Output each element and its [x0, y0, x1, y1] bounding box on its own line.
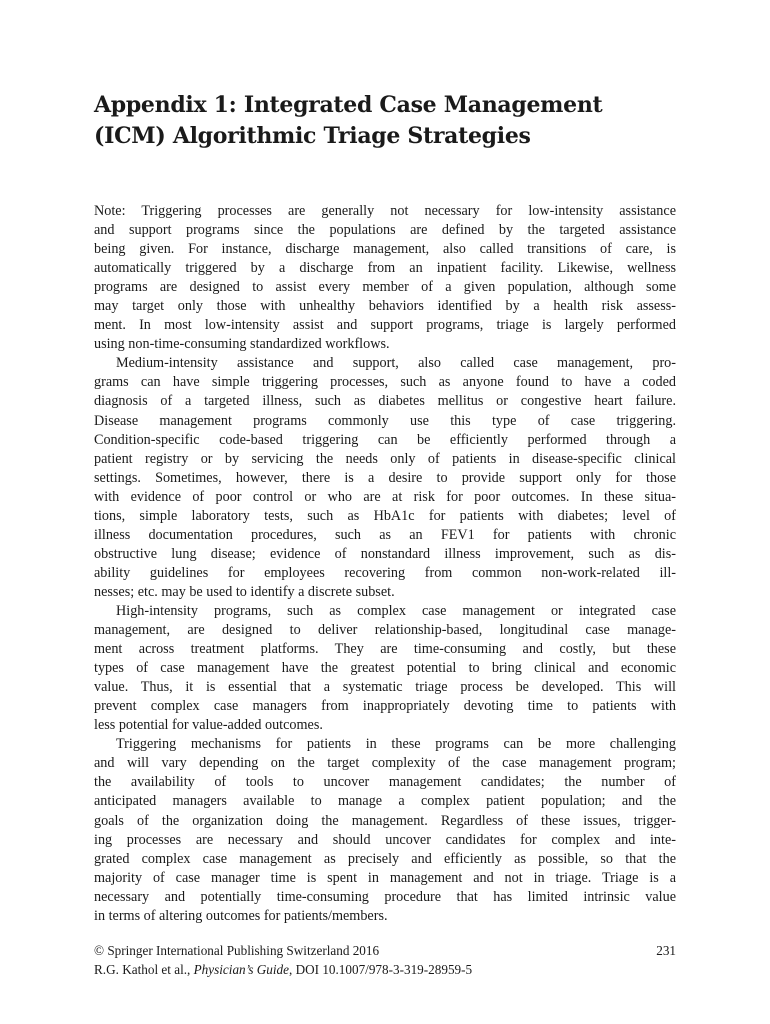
citation-book-title: Physician’s Guide	[193, 962, 289, 977]
citation-authors: R.G. Kathol et al.,	[94, 962, 194, 977]
text-line: types of case management have the greatest potential to bring clinical and economic	[94, 660, 676, 677]
paragraph-4	[94, 735, 676, 925]
text-line: management, are designed to deliver relationship-based, longitudinal case manage-	[94, 622, 676, 639]
text-line: value. Thus, it is essential that a systematic triage process be developed. This will	[94, 679, 676, 696]
citation	[94, 960, 472, 979]
text-line: majority of case manager time is spent in management and not in triage. Triage is a	[94, 869, 676, 886]
text-line: obstructive lung disease; evidence of nonstandard illness improvement, such as dis-	[94, 545, 676, 562]
text-line: ment across treatment platforms. They are time-consuming and costly, but these	[94, 641, 676, 658]
text-line: diagnosis of a targeted illness, such as diabetes mellitus or congestive heart failure.	[94, 393, 676, 410]
text-line: settings. Sometimes, however, there is a desire to provide support only for those	[94, 469, 676, 486]
text-line: ability guidelines for employees recovering from common non-work-related ill-	[94, 564, 676, 581]
page-title	[94, 90, 676, 152]
text-line: automatically triggered by a discharge from an inpatient facility. Likewise, wellness	[94, 260, 676, 277]
text-line: and will vary depending on the target complexity of the case management program;	[94, 755, 676, 772]
paragraph-2	[94, 354, 676, 602]
title-line-1: Appendix 1: Integrated Case Management	[94, 92, 603, 118]
footer-row-1	[94, 941, 676, 960]
text-line: illness documentation procedures, such as an FEV1 for patients with chronic	[94, 526, 676, 543]
text-line: ment. In most low-intensity assist and support programs, triage is largely performed	[94, 317, 676, 334]
text-line: with evidence of poor control or who are at risk for poor outcomes. In these situa-	[94, 488, 676, 505]
text-line: may target only those with unhealthy behaviors identified by a health risk assess-	[94, 298, 676, 315]
page	[94, 0, 676, 1024]
citation-doi: , DOI 10.1007/978-3-319-28959-5	[288, 962, 473, 977]
text-line: Medium-intensity assistance and support, also called case management, pro-	[116, 355, 676, 372]
text-line: High-intensity programs, such as complex case management or integrated case	[116, 602, 676, 619]
text-line: anticipated managers available to manage a complex patient population; and the	[94, 793, 676, 810]
text-line: necessary and potentially time-consuming procedure that has limited intrinsic value	[94, 888, 676, 905]
text-line: less potential for value-added outcomes.	[94, 717, 323, 734]
page-footer	[94, 941, 676, 979]
text-line: Note: Triggering processes are generally not necessary for low-intensity assistance	[94, 203, 676, 219]
text-line: the availability of tools to uncover management candidates; the number of	[94, 774, 676, 791]
paragraph-3	[94, 602, 676, 735]
body-text	[94, 202, 676, 926]
page-number: 231	[656, 943, 676, 958]
text-line: goals of the organization doing the management. Regardless of these issues, trigger-	[94, 812, 676, 829]
text-line: Disease management programs commonly use this type of case triggering.	[94, 412, 676, 429]
text-line: and support programs since the populations are defined by the targeted assistance	[94, 222, 676, 239]
text-line: ing processes are necessary and should uncover candidates for complex and inte-	[94, 831, 676, 848]
text-line: Condition-specific code-based triggering can be efficiently performed through a	[94, 431, 676, 448]
text-line: being given. For instance, discharge management, also called transitions of care, is	[94, 241, 676, 258]
text-line: patient registry or by servicing the needs only of patients in disease-specific clinical	[94, 450, 676, 467]
text-line: using non-time-consuming standardized workflows.	[94, 336, 390, 353]
title-line-2: (ICM) Algorithmic Triage Strategies	[94, 123, 531, 149]
text-line: prevent complex case managers from inappropriately devoting time to patients with	[94, 698, 676, 715]
text-line: grated complex case management as precisely and efficiently as possible, so that the	[94, 850, 676, 867]
copyright-notice: © Springer International Publishing Switzerland 2016	[94, 943, 380, 958]
text-line: programs are designed to assist every member of a given population, although some	[94, 279, 676, 296]
text-line: nesses; etc. may be used to identify a discrete subset.	[94, 583, 395, 600]
paragraph-1	[94, 202, 676, 354]
text-line: in terms of altering outcomes for patients/members.	[94, 907, 388, 924]
text-line: tions, simple laboratory tests, such as HbA1c for patients with diabetes; level of	[94, 507, 676, 524]
text-line: Triggering mechanisms for patients in these programs can be more challenging	[116, 736, 676, 753]
footer-row-2	[94, 960, 676, 979]
text-line: grams can have simple triggering processes, such as anyone found to have a coded	[94, 374, 676, 391]
